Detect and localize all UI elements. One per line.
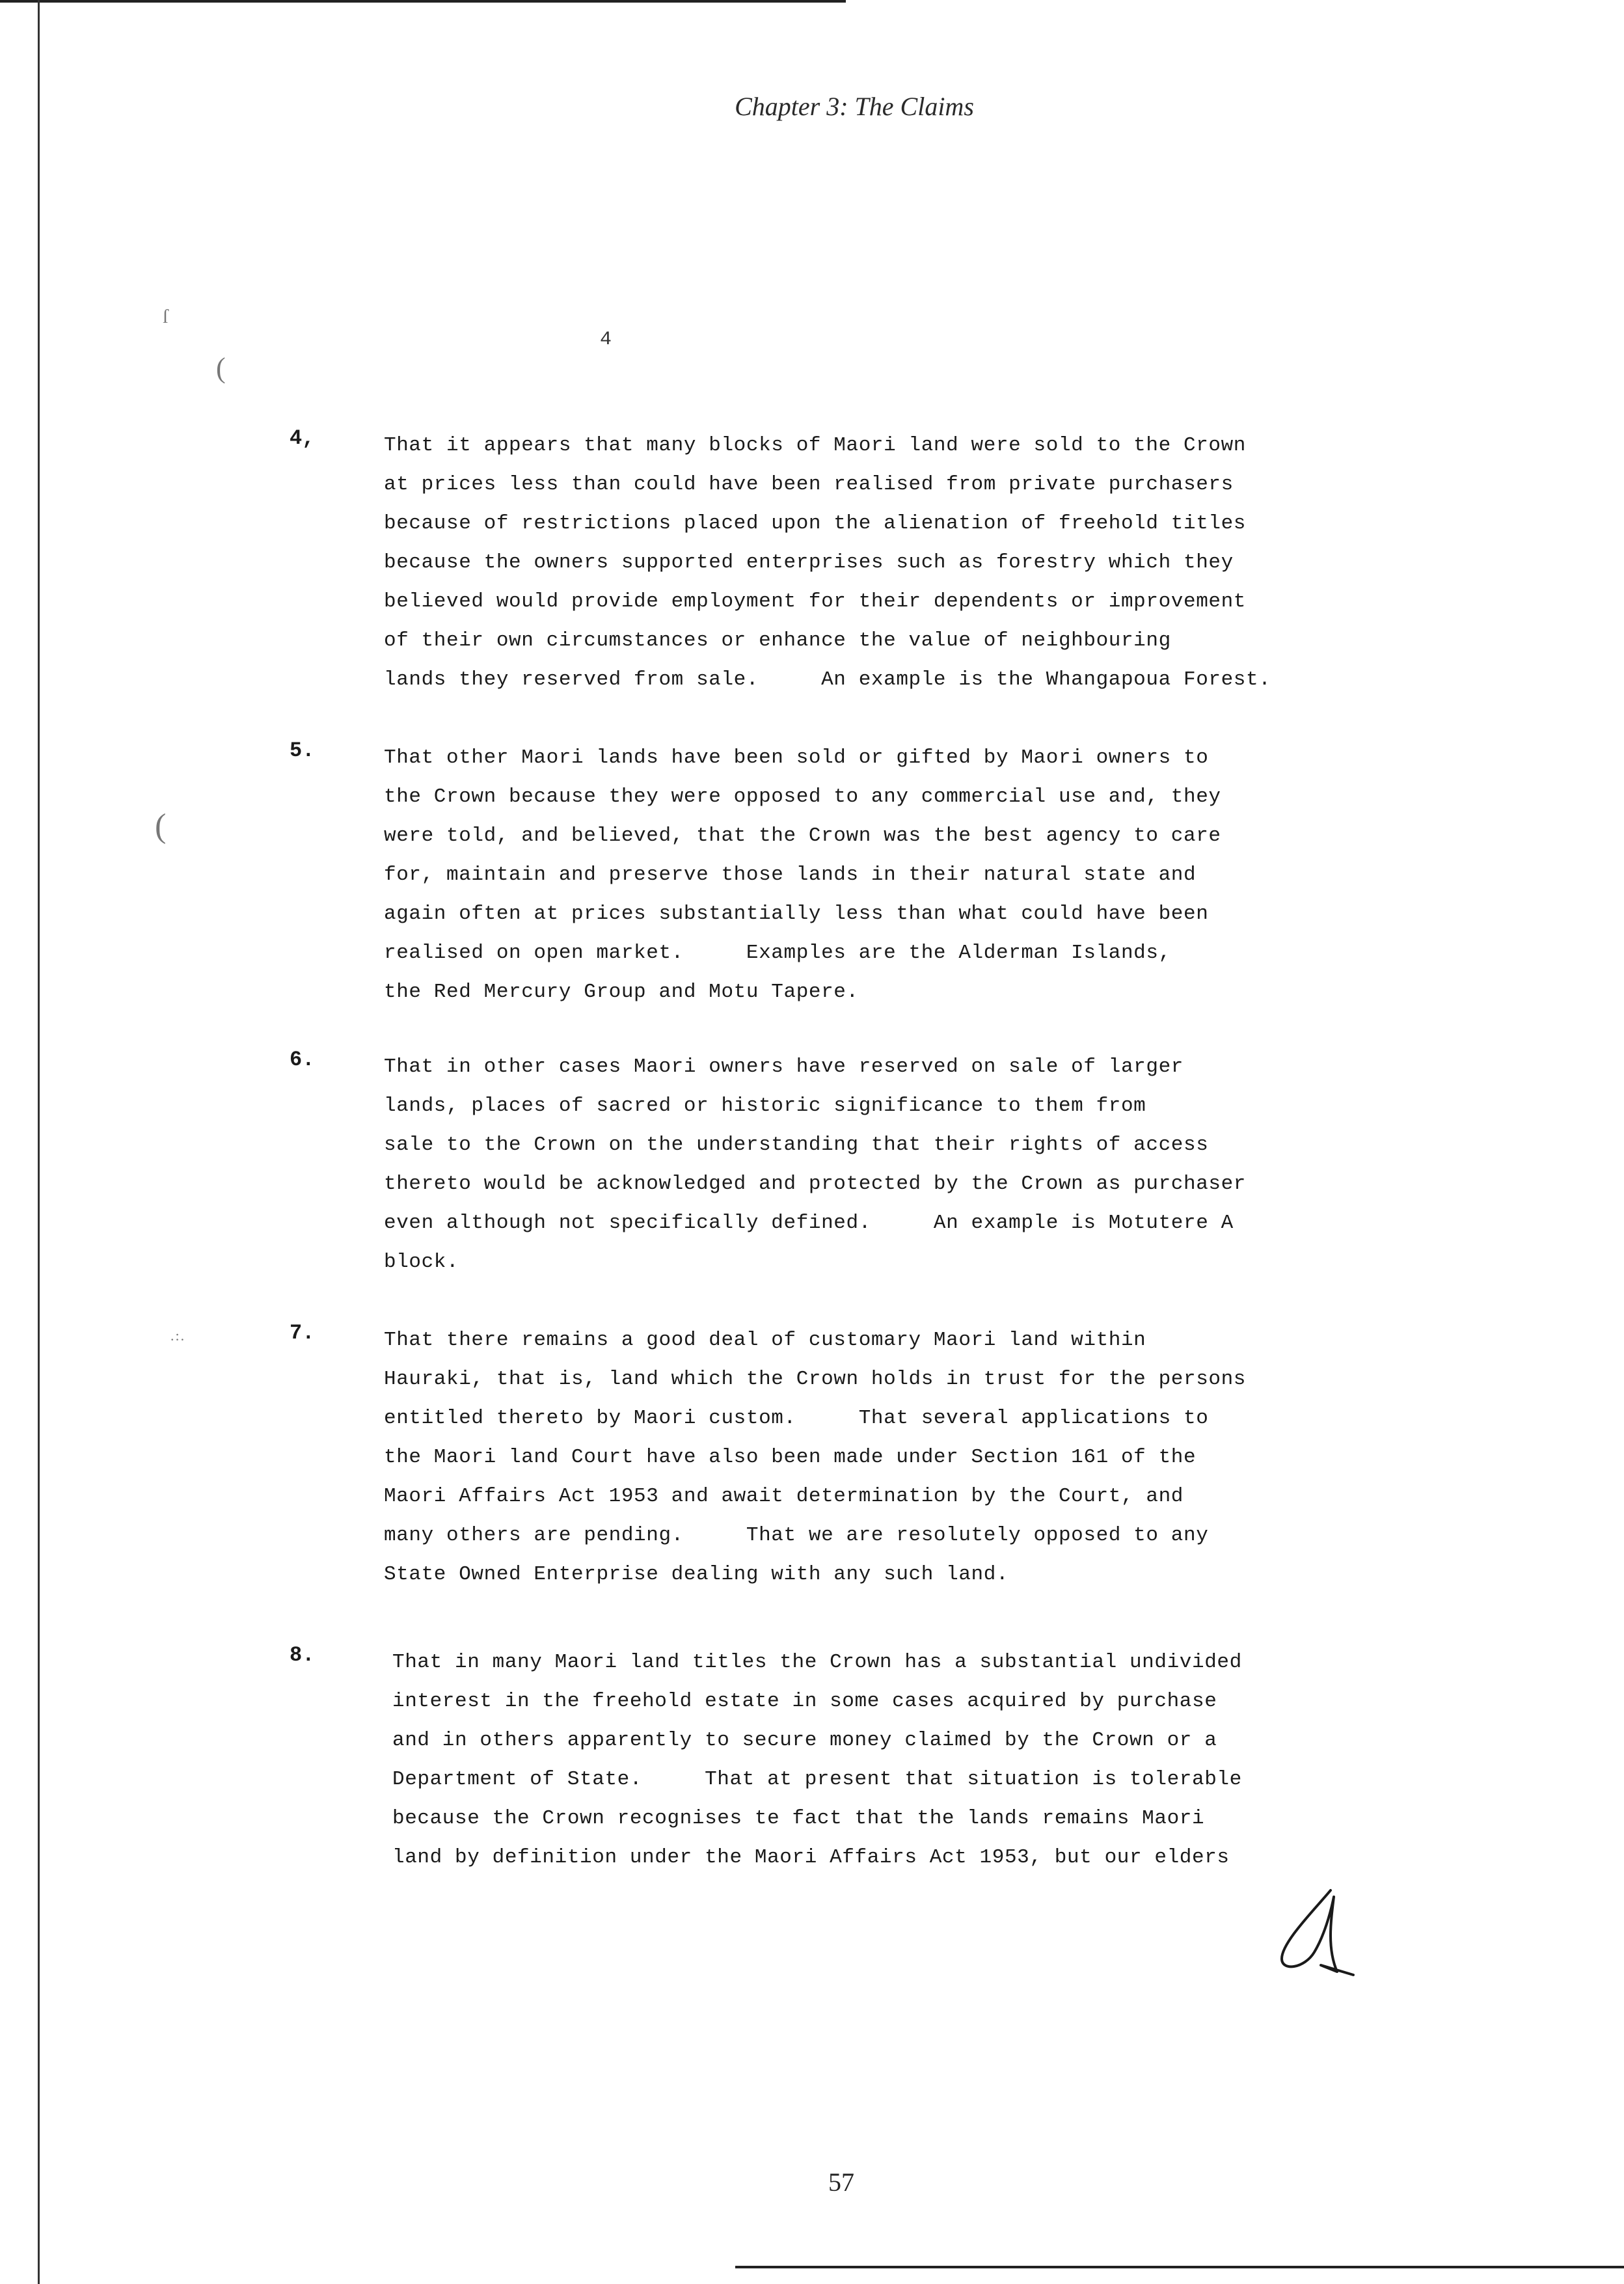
text-line: lands, places of sacred or historic significance to them from	[384, 1094, 1146, 1117]
margin-mark: .:.	[170, 1327, 186, 1344]
paragraph-body	[392, 1643, 1407, 1877]
text-line: State Owned Enterprise dealing with any such land.	[384, 1563, 1009, 1586]
text-line: because the Crown recognises te fact that the lands remains Maori	[392, 1807, 1205, 1830]
scan-border-left	[38, 0, 40, 2284]
text-line: That it appears that many blocks of Maori land were sold to the Crown	[384, 434, 1247, 457]
text-line: even although not specifically defined. An example is Motutere A	[384, 1212, 1234, 1234]
running-header: Chapter 3: The Claims	[735, 92, 974, 121]
text-line: Department of State. That at present that situation is tolerable	[392, 1768, 1242, 1791]
text-line: and in others apparently to secure money claimed by the Crown or a	[392, 1729, 1217, 1752]
paragraph-number: 4,	[290, 426, 315, 450]
paragraph-number: 7.	[290, 1321, 315, 1345]
text-line: lands they reserved from sale. An example is the Whangapoua Forest.	[384, 668, 1271, 691]
text-line: That in many Maori land titles the Crown has a substantial undivided	[392, 1651, 1242, 1674]
text-line: again often at prices substantially less than what could have been	[384, 903, 1209, 925]
text-line: That other Maori lands have been sold or gifted by Maori owners to	[384, 746, 1209, 769]
paragraph-number: 5.	[290, 739, 315, 763]
text-line: interest in the freehold estate in some cases acquired by purchase	[392, 1690, 1217, 1713]
text-line: Maori Affairs Act 1953 and await determination by the Court, and	[384, 1485, 1184, 1508]
text-line: the Red Mercury Group and Motu Tapere.	[384, 981, 859, 1003]
paragraph-number: 8.	[290, 1643, 315, 1667]
text-line: block.	[384, 1251, 459, 1273]
section-number: 4	[600, 329, 612, 351]
paragraph-body	[384, 426, 1399, 700]
text-line: of their own circumstances or enhance the value of neighbouring	[384, 629, 1171, 652]
text-line: were told, and believed, that the Crown was the best agency to care	[384, 824, 1221, 847]
text-line: many others are pending. That we are resolutely opposed to any	[384, 1524, 1209, 1547]
text-line: realised on open market. Examples are the Alderman Islands,	[384, 942, 1171, 964]
text-line: That there remains a good deal of customary Maori land within	[384, 1329, 1146, 1352]
text-line: That in other cases Maori owners have reserved on sale of larger	[384, 1055, 1184, 1078]
text-line: the Crown because they were opposed to any commercial use and, they	[384, 785, 1221, 808]
signature-initials-icon	[1269, 1884, 1373, 1981]
text-line: thereto would be acknowledged and protected by the Crown as purchaser	[384, 1173, 1247, 1195]
margin-mark: ſ	[163, 306, 169, 327]
scan-border-top	[0, 0, 846, 3]
text-line: land by definition under the Maori Affairs Act 1953, but our elders	[392, 1846, 1230, 1869]
scan-border-bottom	[735, 2266, 1624, 2268]
paragraph-body	[384, 739, 1399, 1012]
margin-mark: (	[155, 808, 167, 845]
text-line: at prices less than could have been realised from private purchasers	[384, 473, 1234, 496]
text-line: for, maintain and preserve those lands in their natural state and	[384, 863, 1197, 886]
paragraph-number: 6.	[290, 1048, 315, 1072]
text-line: Hauraki, that is, land which the Crown holds in trust for the persons	[384, 1368, 1247, 1391]
text-line: sale to the Crown on the understanding that their rights of access	[384, 1134, 1209, 1156]
text-line: believed would provide employment for their dependents or improvement	[384, 590, 1247, 613]
paragraph-body	[384, 1048, 1399, 1282]
text-line: because of restrictions placed upon the alienation of freehold titles	[384, 512, 1247, 535]
paragraph-body	[384, 1321, 1399, 1594]
page-number: 57	[828, 2168, 854, 2197]
text-line: entitled thereto by Maori custom. That several applications to	[384, 1407, 1209, 1430]
text-line: the Maori land Court have also been made under Section 161 of the	[384, 1446, 1197, 1469]
text-line: because the owners supported enterprises such as forestry which they	[384, 551, 1234, 574]
margin-mark: (	[216, 352, 226, 384]
